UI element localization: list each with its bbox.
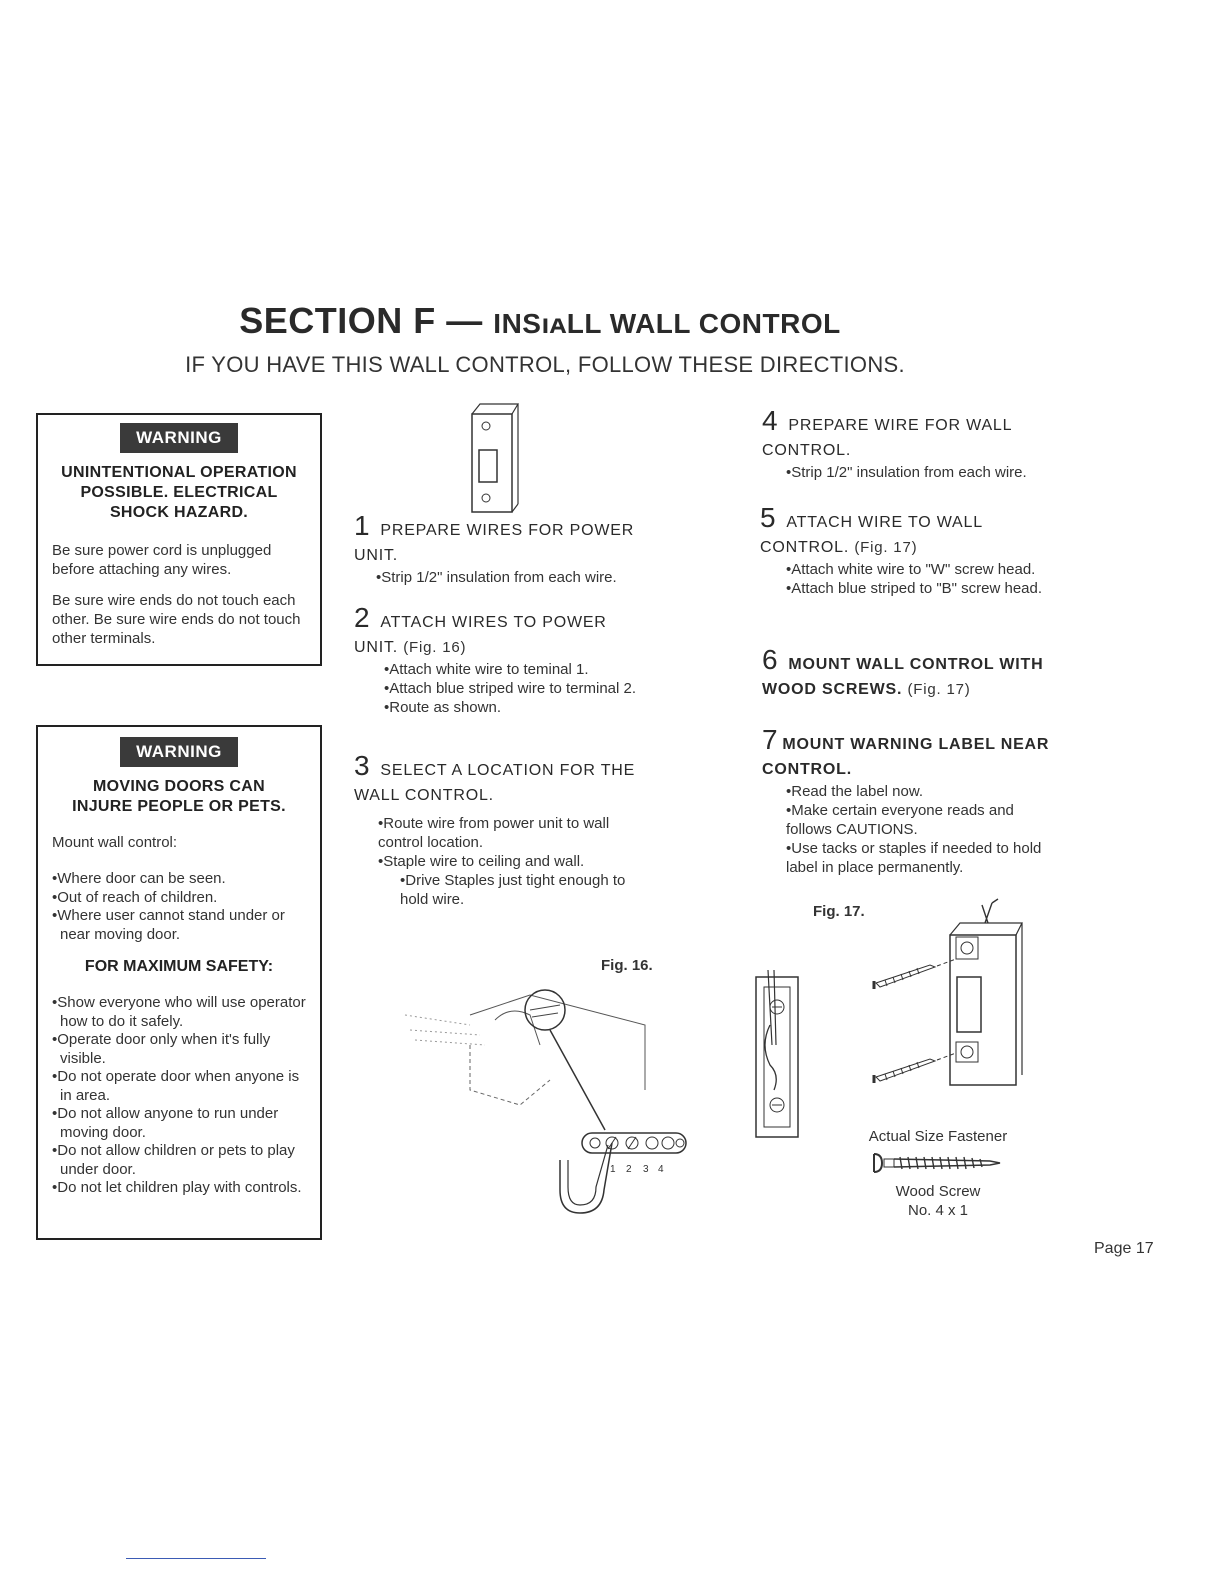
fig16-label: Fig. 16. bbox=[601, 957, 653, 974]
screw-name: Wood Screw bbox=[895, 1183, 981, 1200]
step-line: •Read the label now. bbox=[786, 783, 924, 800]
step-5: 5 ATTACH WIRE TO WALL CONTROL. (Fig. 17) •Attach white wire to "W" screw head. •Attach blue striped to "B" screw head. bbox=[760, 505, 1070, 598]
mount-list bbox=[52, 870, 306, 944]
step-ref: (Fig. 17) bbox=[854, 539, 918, 556]
warning-box-shock bbox=[36, 413, 322, 666]
step-title: PREPARE WIRE FOR WALL CONTROL. bbox=[762, 417, 1012, 459]
warning-heading: MOVING DOORS CAN INJURE PEOPLE OR PETS. bbox=[72, 778, 286, 815]
step-line: •Strip 1/2" insulation from each wire. bbox=[786, 464, 1027, 481]
terminal-number: 1 bbox=[610, 1164, 616, 1175]
screw-size: No. 4 x 1 bbox=[907, 1202, 969, 1219]
warning-text: Be sure power cord is unplugged before attaching any wires. bbox=[52, 542, 272, 578]
warning-badge: WARNING bbox=[120, 423, 238, 453]
screw-label bbox=[848, 1182, 1028, 1220]
page-title: SECTION F — INSıᴀLL WALL CONTROL bbox=[239, 300, 841, 341]
step-line: •Strip 1/2" insulation from each wire. bbox=[376, 569, 617, 586]
step-3: 3 SELECT A LOCATION FOR THE WALL CONTROL. •Route wire from power unit to wall control location. •Staple wire to ceiling and wall. •Drive Staples just tight enough to hold wire. bbox=[354, 753, 654, 909]
step-2: 2 ATTACH WIRES TO POWER UNIT. (Fig. 16) •Attach white wire to teminal 1. •Attach blue striped wire to terminal 2. •Route as shown. bbox=[354, 605, 654, 717]
step-line: •Route as shown. bbox=[384, 699, 501, 716]
step-6: 6 MOUNT WALL CONTROL WITH WOOD SCREWS. (Fig. 17) bbox=[762, 644, 1044, 698]
step-1: 1 PREPARE WIRES FOR POWER UNIT. •Strip 1/2" insulation from each wire. bbox=[354, 513, 654, 587]
step-title: ATTACH WIRES TO POWER UNIT. bbox=[354, 614, 607, 656]
list-item: •Do not allow children or pets to play under door. bbox=[52, 1142, 295, 1178]
page-subtitle: IF YOU HAVE THIS WALL CONTROL, FOLLOW THESE DIRECTIONS. bbox=[185, 352, 905, 377]
step-7: 7 MOUNT WARNING LABEL NEAR CONTROL. •Read the label now. •Make certain everyone reads and follows CAUTIONS. •Use tacks or staples if needed to hold label in place permanently. bbox=[762, 727, 1062, 877]
list-item: •Out of reach of children. bbox=[52, 888, 218, 906]
safety-heading: FOR MAXIMUM SAFETY: bbox=[84, 958, 274, 975]
step-line: •Staple wire to ceiling and wall. bbox=[378, 853, 585, 870]
warning-heading: UNINTENTIONAL OPERATION POSSIBLE. ELECTRICAL SHOCK HAZARD. bbox=[61, 464, 297, 521]
step-ref: (Fig. 16) bbox=[403, 639, 467, 656]
safety-list bbox=[52, 994, 306, 1198]
list-item: •Where user cannot stand under or near moving door. bbox=[52, 907, 285, 943]
warning-text: Be sure wire ends do not touch each other. Be sure wire ends do not touch other terminals. bbox=[52, 592, 301, 647]
fig17-wall-control-mounting-diagram bbox=[750, 895, 1040, 1155]
step-line: •Make certain everyone reads and follows CAUTIONS. bbox=[786, 802, 1014, 838]
mount-intro: Mount wall control: bbox=[52, 834, 178, 851]
warning-badge: WARNING bbox=[120, 737, 238, 767]
list-item: •Show everyone who will use operator how to do it safely. bbox=[52, 994, 306, 1030]
terminal-number: 2 bbox=[626, 1164, 632, 1175]
step-title: MOUNT WARNING LABEL NEAR CONTROL. bbox=[762, 736, 1050, 778]
terminal-number: 3 bbox=[643, 1164, 649, 1175]
step-4: 4 PREPARE WIRE FOR WALL CONTROL. •Strip 1/2" insulation from each wire. bbox=[762, 408, 1062, 482]
page-number: Page 17 bbox=[1094, 1240, 1154, 1257]
warning-box-moving-doors bbox=[36, 725, 322, 1240]
step-title: ATTACH WIRE TO WALL CONTROL. bbox=[760, 514, 983, 556]
step-line: •Drive Staples just tight enough to hold wire. bbox=[400, 872, 626, 908]
step-title: PREPARE WIRES FOR POWER UNIT. bbox=[354, 522, 635, 564]
list-item: •Do not operate door when anyone is in area. bbox=[52, 1068, 300, 1104]
list-item: •Operate door only when it's fully visible. bbox=[52, 1031, 271, 1067]
step-title: SELECT A LOCATION FOR THE WALL CONTROL. bbox=[354, 762, 636, 804]
step-line: •Attach white wire to "W" screw head. bbox=[786, 561, 1036, 578]
step-line: •Attach blue striped wire to terminal 2. bbox=[384, 680, 637, 697]
step-line: •Route wire from power unit to wall control location. bbox=[378, 815, 610, 851]
footer-divider bbox=[126, 1558, 266, 1559]
wood-screw-icon bbox=[870, 1150, 1010, 1176]
step-line: •Attach white wire to teminal 1. bbox=[384, 661, 589, 678]
wall-control-icon bbox=[462, 400, 522, 518]
step-ref: (Fig. 17) bbox=[907, 681, 971, 698]
list-item: •Where door can be seen. bbox=[52, 870, 226, 887]
list-item: •Do not let children play with controls. bbox=[52, 1179, 302, 1196]
fig17-label: Fig. 17. bbox=[813, 903, 865, 920]
fig16-power-unit-diagram bbox=[400, 975, 700, 1220]
step-line: •Use tacks or staples if needed to hold label in place permanently. bbox=[786, 840, 1042, 876]
list-item: •Do not allow anyone to run under moving door. bbox=[52, 1105, 279, 1141]
terminal-number: 4 bbox=[658, 1164, 664, 1175]
step-line: •Attach blue striped to "B" screw head. bbox=[786, 580, 1043, 597]
fastener-caption: Actual Size Fastener bbox=[868, 1128, 1008, 1145]
step-title: MOUNT WALL CONTROL WITH WOOD SCREWS. bbox=[762, 656, 1044, 698]
